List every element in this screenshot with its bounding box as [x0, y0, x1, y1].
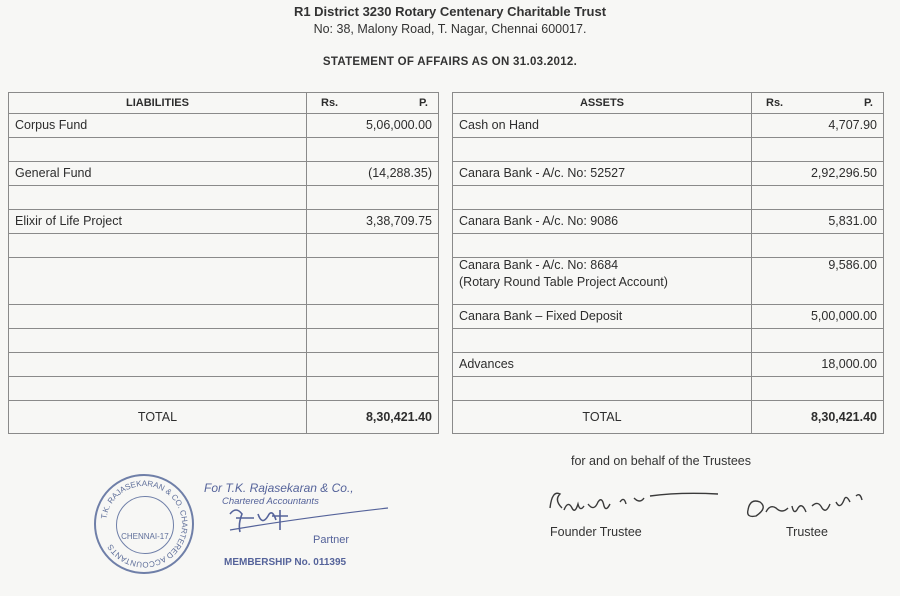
table-row-empty — [453, 234, 884, 258]
table-row-empty — [9, 329, 439, 353]
partner-signature-icon — [210, 500, 390, 536]
table-row-empty — [9, 353, 439, 377]
table-row-empty — [9, 305, 439, 329]
auditor-seal — [94, 474, 194, 574]
table-row-empty — [9, 138, 439, 162]
seal-inner-circle — [116, 496, 174, 554]
assets-rsp-header — [752, 93, 884, 114]
liability-label: Corpus Fund — [15, 118, 88, 132]
assets-heading: ASSETS — [453, 93, 752, 114]
total-amount: 8,30,421.40 — [752, 401, 884, 434]
asset-label: Canara Bank – Fixed Deposit — [459, 309, 623, 323]
asset-amount: 5,00,000.00 — [810, 309, 877, 323]
liability-label: General Fund — [15, 166, 92, 180]
auditor-designation: Chartered Accountants — [222, 496, 319, 507]
partner-label: Partner — [313, 534, 350, 546]
founder-trustee-label: Founder Trustee — [550, 525, 642, 539]
rs-label: Rs. — [766, 97, 784, 109]
trust-name: R1 District 3230 Rotary Centenary Charitable Trust — [293, 4, 607, 19]
asset-label: Cash on Hand — [459, 118, 539, 132]
p-label: P. — [419, 97, 428, 109]
total-row — [453, 401, 884, 434]
trust-address: No: 38, Malony Road, T. Nagar, Chennai 600017. — [313, 22, 587, 36]
total-amount: 8,30,421.40 — [307, 401, 439, 434]
on-behalf-label: for and on behalf of the Trustees — [571, 454, 751, 468]
rs-label: Rs. — [321, 97, 339, 109]
table-row — [453, 162, 884, 186]
table-row-empty — [453, 138, 884, 162]
asset-label: Canara Bank - A/c. No: 9086 — [459, 214, 619, 228]
assets-table — [452, 92, 884, 434]
table-row — [9, 114, 439, 138]
table-row-empty — [453, 186, 884, 210]
liabilities-rsp-header — [307, 93, 439, 114]
total-label: TOTAL — [453, 401, 752, 434]
asset-label: Canara Bank - A/c. No: 8684 — [459, 258, 619, 272]
asset-amount: 9,586.00 — [828, 258, 877, 272]
founder-signature-icon — [540, 480, 720, 520]
table-row — [453, 114, 884, 138]
liabilities-table — [8, 92, 439, 434]
asset-amount: 5,831.00 — [828, 214, 877, 228]
table-row-empty — [9, 377, 439, 401]
seal-city: CHENNAI-17. — [121, 532, 171, 541]
total-row — [9, 401, 439, 434]
asset-amount: 18,000.00 — [821, 357, 877, 371]
statement-title: STATEMENT OF AFFAIRS AS ON 31.03.2012. — [322, 56, 578, 68]
total-label: TOTAL — [9, 401, 307, 434]
liability-amount: 5,06,000.00 — [365, 118, 432, 132]
table-row — [9, 162, 439, 186]
liability-amount: (14,288.35) — [368, 166, 432, 180]
auditor-firm: For T.K. Rajasekaran & Co., — [204, 481, 354, 495]
table-row — [9, 210, 439, 234]
table-row — [453, 210, 884, 234]
membership-number: MEMBERSHIP No. 011395 — [224, 557, 347, 568]
trustee-signature-icon — [740, 492, 890, 526]
table-row-empty — [9, 186, 439, 210]
table-row-empty — [453, 377, 884, 401]
liability-label: Elixir of Life Project — [15, 214, 122, 228]
table-row-empty — [9, 234, 439, 258]
p-label: P. — [864, 97, 873, 109]
asset-label-note: (Rotary Round Table Project Account) — [459, 275, 668, 289]
table-row — [453, 353, 884, 377]
asset-amount: 2,92,296.50 — [810, 166, 877, 180]
table-row-empty — [453, 329, 884, 353]
table-row-empty — [9, 258, 439, 305]
table-row — [453, 258, 884, 305]
liability-amount: 3,38,709.75 — [365, 214, 432, 228]
asset-label: Canara Bank - A/c. No: 52527 — [459, 166, 626, 180]
trustee-label: Trustee — [786, 525, 828, 539]
asset-label: Advances — [459, 357, 514, 371]
liabilities-heading: LIABILITIES — [9, 93, 307, 114]
seal-ring-text: T.K. RAJASEKARAN & CO. CHARTERED ACCOUNTANTS — [99, 478, 190, 570]
table-row — [453, 305, 884, 329]
asset-amount: 4,707.90 — [828, 118, 877, 132]
